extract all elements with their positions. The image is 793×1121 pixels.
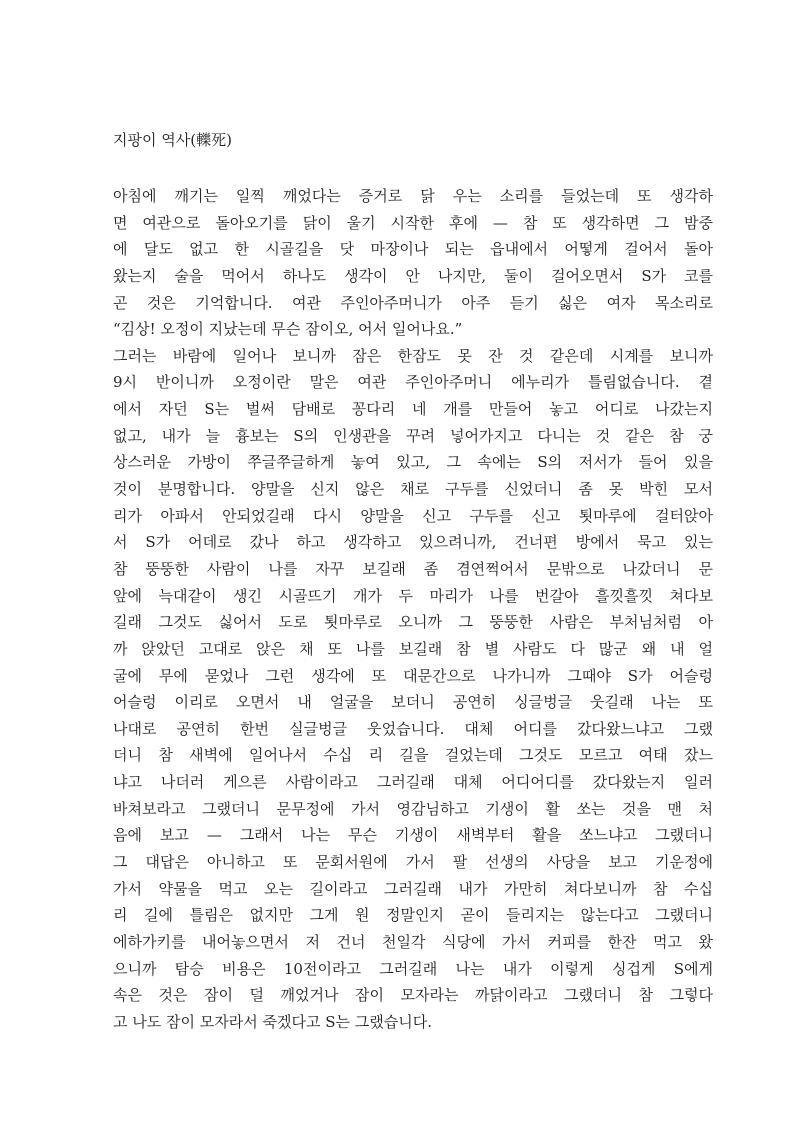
body-line: 바쳐보라고 그랬더니 문무정에 가서 영감님하고 기생이 활 쏘는 것을 맨 처	[113, 799, 713, 818]
body-line: 길래 그것도 싫어서 도로 툇마루로 오니까 그 뚱뚱한 사람은 부처님처럼 아	[113, 613, 713, 632]
body-line: 리 길에 틀림은 없지만 그게 원 정말인지 곧이 들리지는 않는다고 그랬더니	[113, 906, 713, 925]
document-title: 지팡이 역사(轢死)	[113, 131, 232, 149]
body-line: 리가 아파서 안되었길래 다시 양말을 신고 구두를 신고 툇마루에 걸터앉아	[113, 506, 713, 525]
body-line: 9시 반이니까 오정이란 말은 여관 주인아주머니 에누리가 틀림없습니다. 곁	[113, 373, 713, 392]
body-line: 면 여관으로 돌아오기를 닭이 울기 시작한 후에 — 참 또 생각하면 그 밤중	[113, 213, 713, 232]
body-line: 굴에 무에 묻었나 그런 생각에 또 대문간으로 나가니까 그때야 S가 어슬렁	[113, 666, 713, 685]
body-line: 가서 약물을 먹고 오는 길이라고 그러길래 내가 가만히 쳐다보니까 참 수십	[113, 879, 713, 898]
body-line: 고 나도 잠이 모자라서 죽겠다고 S는 그랬습니다.	[113, 1012, 432, 1031]
body-line: 앞에 늑대같이 생긴 시골뜨기 개가 두 마리가 나를 번갈아 흘낏흘낏 쳐다보	[113, 586, 713, 605]
body-line: 나대로 공연히 한번 실글벙글 웃었습니다. 대체 어디를 갔다왔느냐고 그랬	[113, 719, 713, 738]
body-line: 아침에 깨기는 일찍 깨었다는 증거로 닭 우는 소리를 들었는데 또 생각하	[113, 187, 713, 205]
body-line: 참 뚱뚱한 사람이 나를 자꾸 보길래 좀 겸연쩍어서 문밖으로 나갔더니 문	[113, 559, 713, 578]
body-line: 에하가키를 내어놓으면서 저 건너 천일각 식당에 가서 커피를 한잔 먹고 왔	[113, 932, 713, 951]
body-line: 서 S가 어데로 갔나 하고 생각하고 있으려니까, 건너편 방에서 묵고 있는	[113, 533, 713, 552]
body-line: 것이 분명합니다. 양말을 신지 않은 채로 구두를 신었더니 좀 못 박힌 모서	[113, 480, 713, 499]
body-line: 에 달도 없고 한 시골길을 닷 마장이나 되는 읍내에서 어떻게 걸어서 돌아	[113, 240, 713, 259]
body-line: 어슬렁 이리로 오면서 내 얼굴을 보더니 공연히 싱글벙글 웃길래 나는 또	[113, 693, 713, 712]
body-line: 에서 자던 S는 벌써 담배로 꽁다리 네 개를 만들어 놓고 어디로 나갔는지	[113, 400, 713, 419]
body-line: 속은 것은 잠이 덜 깨었거나 잠이 모자라는 까닭이라고 그랬더니 참 그렇다	[113, 986, 713, 1005]
body-line: 냐고 나더러 게으른 사람이라고 그러길래 대체 어디어디를 갔다왔는지 일러	[113, 773, 713, 792]
body-line: 없고, 내가 늘 흉보는 S의 인생관을 꾸려 넣어가지고 다니는 것 같은 참 궁	[113, 426, 713, 445]
body-line: 까 앉았던 고대로 앉은 채 또 나를 보길래 참 별 사람도 다 많군 왜 내 얼	[113, 639, 713, 658]
body-line: 곤 것은 기억합니다. 여관 주인아주머니가 아주 듣기 싫은 여자 목소리로	[113, 293, 713, 312]
body-line: 음에 보고 — 그래서 나는 무슨 기생이 새벽부터 활을 쏘느냐고 그랬더니	[113, 826, 713, 845]
body-line: 왔는지 술을 먹어서 하나도 생각이 안 나지만, 둘이 걸어오면서 S가 코를	[113, 266, 713, 285]
body-line: 으니까 탐승 비용은 10전이라고 그러길래 나는 내가 이렇게 싱겁게 S에게	[113, 959, 713, 978]
body-line: 상스러운 가방이 쭈글쭈글하게 놓여 있고, 그 속에는 S의 저서가 들어 있을	[113, 453, 713, 472]
body-line: 그러는 바람에 일어나 보니까 잠은 한잠도 못 잔 것 같은데 시계를 보니까	[113, 346, 713, 365]
body-line: 더니 참 새벽에 일어나서 수십 리 길을 걸었는데 그것도 모르고 여태 잤느	[113, 746, 713, 765]
body-line: 그 대답은 아니하고 또 문회서원에 가서 팔 선생의 사당을 보고 기운정에	[113, 853, 713, 872]
body-line: “김상! 오정이 지났는데 무슨 잠이오, 어서 일어나요.”	[113, 320, 463, 339]
document-body	[113, 183, 713, 1036]
